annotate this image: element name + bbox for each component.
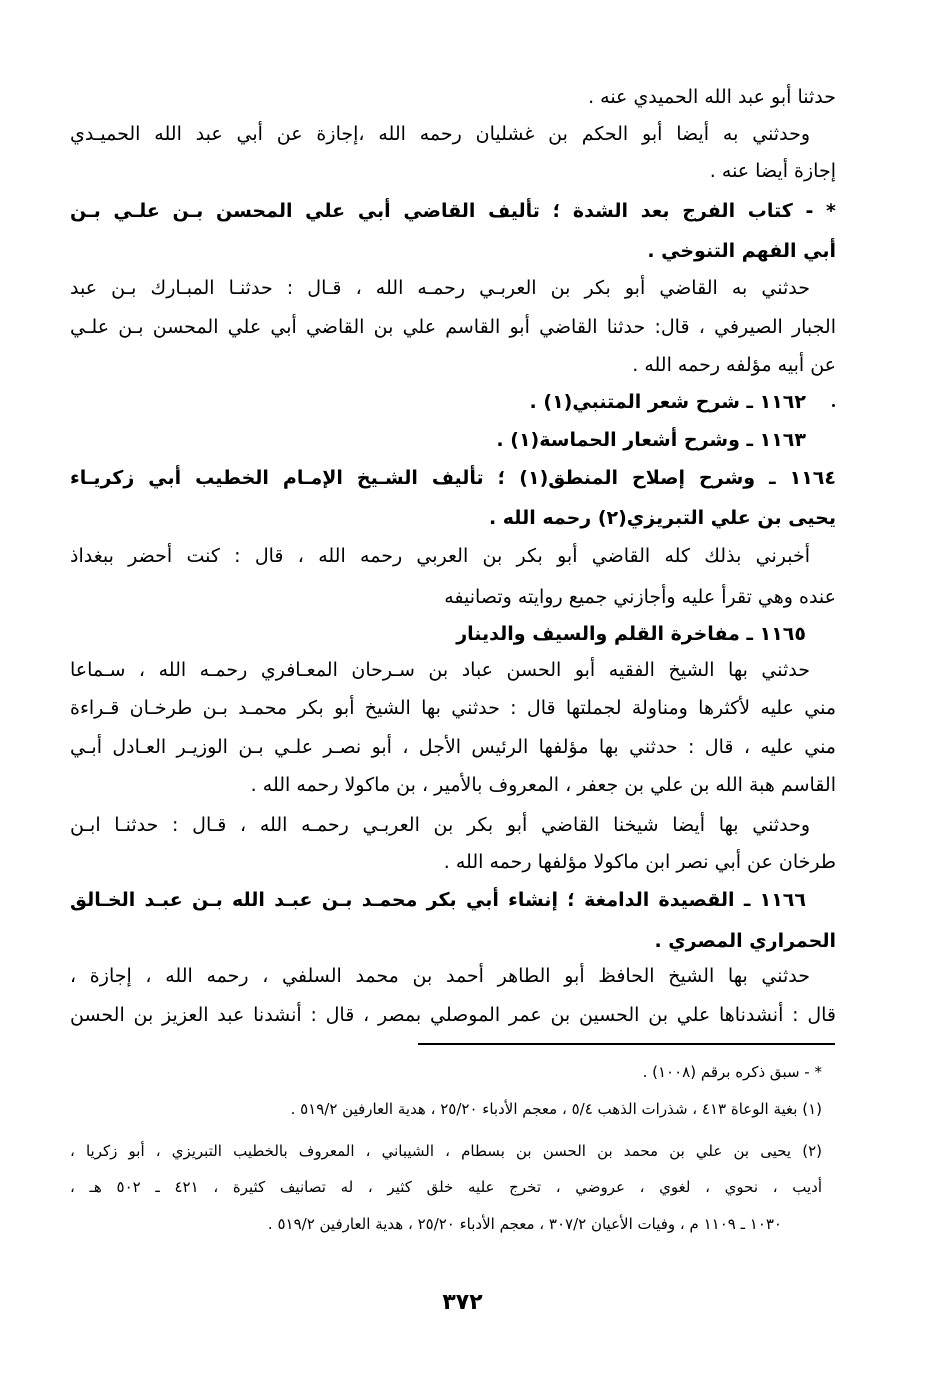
text-line-1: حدثنا أبو عبد الله الحميدي عنه . — [588, 86, 836, 108]
entry-1163: ١١٦٣ ـ وشرح أشعار الحماسة(١) . — [496, 429, 806, 451]
text-line-6: حدثني به القاضي أبو بكر بن العربـي رحمـه الله ، قـال : حدثنـا المبـارك بـن عبد — [70, 277, 810, 299]
text-line-7: الجبار الصيرفي ، قال: حدثنا القاضي أبو القاسم علي بن القاضي أبي علي المحسن بـن علـي — [70, 316, 836, 338]
text-line-16: حدثني بها الشيخ الفقيه أبو الحسن عباد بن سـرحان المعـافري رحمـه الله ، سـماعا — [70, 659, 810, 681]
text-line-2: وحدثني به أيضا أبو الحكم بن غشليان رحمه الله ،إجازة عن أبي عبد الله الحميـدي — [70, 123, 810, 145]
footnote-star: * - سبق ذكره برقم (١٠٠٨) . — [642, 1063, 822, 1081]
text-line-24: حدثني بها الشيخ الحافظ أبو الطاهر أحمد بن محمد السلفي ، رحمه الله ، إجازة ، — [70, 965, 810, 987]
footnote-2: (٢) يحيى بن علي بن محمد بن الحسن بن بسطام ، الشيباني ، المعروف بالخطيب التبريزي ، أبو زكريا ، — [70, 1142, 822, 1160]
text-line-21: طرخان عن أبي نصر ابن ماكولا مؤلفها رحمه الله . — [443, 851, 836, 873]
text-line-13: أخبرني بذلك كله القاضي أبو بكر بن العربي رحمه الله ، قال : كنت أحضر ببغداذ — [70, 545, 810, 567]
footnote-separator — [418, 1043, 835, 1045]
entry-1166: ١١٦٦ ـ القصيدة الدامغة ؛ إنشاء أبي بكر محمـد بـن عبـد الله بـن عبـد الخـالق — [70, 889, 806, 911]
footnote-2-cont: أديب ، نحوي ، لغوي ، عروضي ، تخرج عليه خلق كثير ، له تصانيف كثيرة ، ٤٢١ ـ ٥٠٢ هـ ، — [70, 1178, 822, 1196]
text-line-3: إجازة أيضا عنه . — [709, 160, 836, 182]
page-number: ٣٧٢ — [442, 1290, 483, 1315]
ink-speck — [832, 404, 835, 407]
text-line-17: مني عليه لأكثرها ومناولة لجملتها قال : حدثني بها الشيخ أبو بكر محمـد بـن طرخـان قـراءة — [70, 697, 836, 719]
entry-1164-cont: يحيى بن علي التبريزي(٢) رحمه الله . — [488, 507, 836, 529]
text-line-14: عنده وهي تقرأ عليه وأجازني جميع روايته وتصانيفه — [444, 586, 836, 608]
entry-1164: ١١٦٤ ـ وشرح إصلاح المنطق(١) ؛ تأليف الشـيخ الإمـام الخطيب أبي زكريـاء — [70, 467, 836, 489]
text-line-19: القاسم هبة الله بن علي بن جعفر ، المعروف بالأمير ، بن ماكولا رحمه الله . — [250, 774, 836, 796]
text-line-20: وحدثني بها أيضا شيخنا القاضي أبو بكر بن العربـي رحمـه الله ، قـال : حدثنـا ابـن — [70, 814, 810, 836]
footnote-1: (١) بغية الوعاة ٤١٣ ، شذرات الذهب ٥/٤ ، معجم الأدباء ٢٥/٢٠ ، هدية العارفين ٥١٩/٢ . — [290, 1100, 822, 1118]
text-line-8: عن أبيه مؤلفه رحمه الله . — [632, 354, 836, 376]
entry-1166-cont: الحمراري المصري . — [654, 930, 836, 952]
entry-heading-star-cont: أبي الفهم التنوخي . — [647, 240, 836, 262]
text-line-25: قال : أنشدناها علي بن الحسين بن عمر الموصلي بمصر ، قال : أنشدنا عبد العزيز بن الحسن — [70, 1004, 836, 1026]
entry-heading-star: * - كتاب الفرج بعد الشدة ؛ تأليف القاضي أبي علي المحسن بـن علـي بـن — [70, 200, 836, 222]
entry-1162: ١١٦٢ ـ شرح شعر المتنبي(١) . — [529, 391, 806, 413]
footnote-2-cont-2: ١٠٣٠ ـ ١١٠٩ م ، وفيات الأعيان ٣٠٧/٢ ، معجم الأدباء ٢٥/٢٠ ، هدية العارفين ٥١٩/٢ . — [267, 1215, 782, 1233]
entry-1165: ١١٦٥ ـ مفاخرة القلم والسيف والدينار — [456, 623, 806, 645]
text-line-18: مني عليه ، قال : حدثني بها مؤلفها الرئيس الأجل ، أبو نصـر علـي بـن الوزيـر العـادل أبـي — [70, 736, 836, 758]
